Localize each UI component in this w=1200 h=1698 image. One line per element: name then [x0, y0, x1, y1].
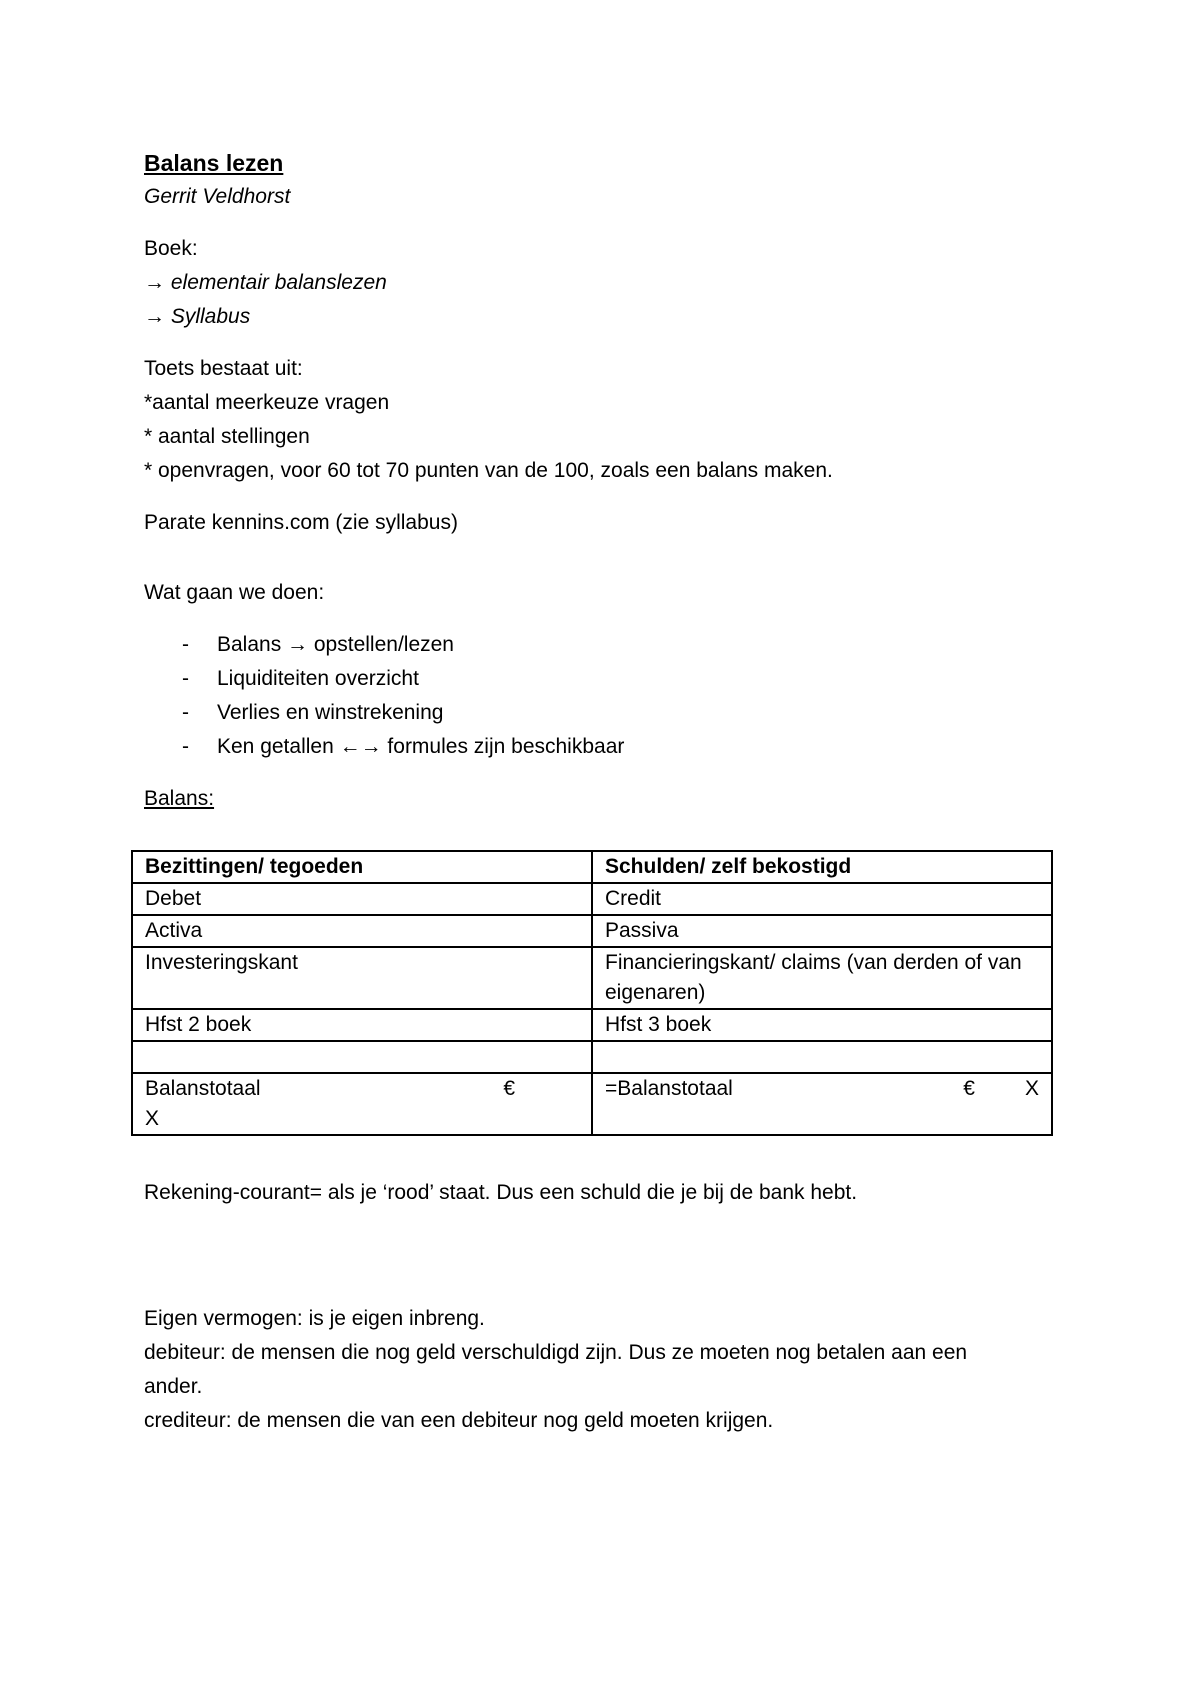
table-header-cell: Bezittingen/ tegoeden: [132, 851, 592, 883]
boek-item: → Syllabus: [144, 305, 251, 328]
table-cell: Financieringskant/ claims (van derden of van eigenaren): [592, 947, 1052, 1009]
arrow-right-icon: →: [144, 305, 165, 328]
boek-label: Boek:: [144, 237, 198, 260]
document-body: [144, 146, 1064, 816]
toets-label: Toets bestaat uit:: [144, 357, 303, 380]
debiteur-note: debiteur: de mensen die nog geld verschuldigd zijn. Dus ze moeten nog betalen aan een: [144, 1341, 968, 1364]
boek-item: → elementair balanslezen: [144, 271, 387, 294]
list-item: - Balans → opstellen/lezen: [182, 633, 454, 656]
notes-section: [144, 1176, 1064, 1438]
balans-table: [131, 850, 1053, 1136]
toets-item: * openvragen, voor 60 tot 70 punten van de 100, zoals een balans maken.: [144, 459, 833, 482]
toets-item: *aantal meerkeuze vragen: [144, 391, 390, 414]
list-item: - Ken getallen ←→ formules zijn beschikbaar: [182, 735, 625, 758]
table-cell: Investeringskant: [132, 947, 592, 1009]
table-row: [132, 1041, 1052, 1073]
table-row: [132, 883, 1052, 915]
table-row: [132, 1009, 1052, 1041]
balans-heading: Balans:: [144, 787, 215, 810]
crediteur-note: crediteur: de mensen die van een debiteur nog geld moeten krijgen.: [144, 1409, 774, 1432]
list-item: - Verlies en winstrekening: [182, 701, 444, 724]
table-cell: Hfst 2 boek: [132, 1009, 592, 1041]
table-total-right: =Balanstotaal € X: [592, 1073, 1052, 1135]
table-header-cell: Schulden/ zelf bekostigd: [592, 851, 1052, 883]
eigen-vermogen-note: Eigen vermogen: is je eigen inbreng.: [144, 1307, 485, 1330]
author-name: Gerrit Veldhorst: [144, 185, 291, 208]
debiteur-note-continued: ander.: [144, 1375, 203, 1398]
table-header-row: [132, 851, 1052, 883]
parate-kennis-note: Parate kennins.com (zie syllabus): [144, 511, 458, 534]
table-cell: Hfst 3 boek: [592, 1009, 1052, 1041]
table-total-row: [132, 1073, 1052, 1135]
activity-list: [144, 628, 1064, 764]
toets-item: * aantal stellingen: [144, 425, 310, 448]
table-row: [132, 915, 1052, 947]
table-row: [132, 947, 1052, 1009]
table-cell: [592, 1041, 1052, 1073]
list-item: - Liquiditeiten overzicht: [182, 667, 419, 690]
wat-label: Wat gaan we doen:: [144, 581, 325, 604]
arrow-right-icon: →: [144, 271, 165, 294]
document-title: Balans lezen: [144, 150, 284, 176]
table-cell: Credit: [592, 883, 1052, 915]
rekening-courant-note: Rekening-courant= als je ‘rood’ staat. Dus een schuld die je bij de bank hebt.: [144, 1181, 858, 1204]
table-cell: Activa: [132, 915, 592, 947]
table-cell: Passiva: [592, 915, 1052, 947]
table-cell: [132, 1041, 592, 1073]
table-total-left: Balanstotaal € X: [132, 1073, 592, 1135]
table-cell: Debet: [132, 883, 592, 915]
